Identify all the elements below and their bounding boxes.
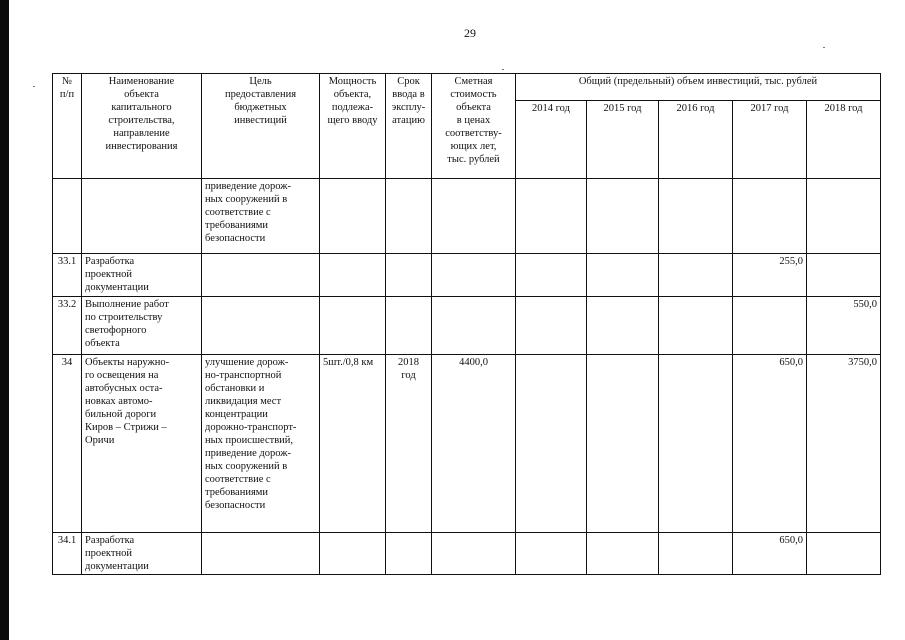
- investment-table: [52, 73, 881, 575]
- cell-cost: [432, 533, 516, 575]
- table-row: [53, 297, 881, 355]
- cell-2017: 255,0: [733, 254, 807, 297]
- table-row: [53, 355, 881, 533]
- cell-cost: [432, 254, 516, 297]
- cell-capacity: 5шт./0,8 км: [320, 355, 386, 533]
- cell-2014: [516, 297, 587, 355]
- cell-cost: 4400,0: [432, 355, 516, 533]
- cell-name: Разработка проектной документации: [82, 533, 202, 575]
- header-purpose: Цель предоставления бюджетных инвестиций: [202, 74, 320, 179]
- cell-2014: [516, 533, 587, 575]
- cell-2015: [587, 297, 659, 355]
- cell-2018: 3750,0: [807, 355, 881, 533]
- cell-name: [82, 179, 202, 254]
- cell-num: 33.2: [53, 297, 82, 355]
- cell-2018: [807, 533, 881, 575]
- cell-capacity: [320, 533, 386, 575]
- cell-2014: [516, 254, 587, 297]
- cell-2015: [587, 355, 659, 533]
- header-investment: Общий (предельный) объем инвестиций, тыс. рублей: [516, 74, 881, 101]
- cell-2017: [733, 297, 807, 355]
- cell-num: 33.1: [53, 254, 82, 297]
- page-number: 29: [464, 26, 476, 40]
- scan-speck: [33, 86, 35, 87]
- cell-term: [386, 254, 432, 297]
- header-term: Срок ввода в эксплу- атацию: [386, 74, 432, 179]
- header-num: № п/п: [53, 74, 82, 179]
- cell-term: 2018 год: [386, 355, 432, 533]
- cell-2017: 650,0: [733, 533, 807, 575]
- cell-capacity: [320, 297, 386, 355]
- cell-capacity: [320, 179, 386, 254]
- scan-speck: [502, 69, 504, 70]
- cell-term: [386, 533, 432, 575]
- cell-num: 34: [53, 355, 82, 533]
- cell-2018: [807, 179, 881, 254]
- header-year-2014: 2014 год: [516, 101, 587, 179]
- cell-name: Объекты наружно- го освещения на автобусных оста- новках автомо- бильной дороги Киров – Стрижи – Оричи: [82, 355, 202, 533]
- cell-cost: [432, 179, 516, 254]
- cell-purpose: [202, 297, 320, 355]
- header-year-2018: 2018 год: [807, 101, 881, 179]
- cell-name: Выполнение работ по строительству светофорного объекта: [82, 297, 202, 355]
- cell-2015: [587, 179, 659, 254]
- cell-2018: [807, 254, 881, 297]
- cell-2014: [516, 355, 587, 533]
- cell-2018: 550,0: [807, 297, 881, 355]
- cell-2015: [587, 254, 659, 297]
- cell-2016: [659, 179, 733, 254]
- header-capacity: Мощность объекта, подлежа- щего вводу: [320, 74, 386, 179]
- cell-cost: [432, 297, 516, 355]
- cell-term: [386, 179, 432, 254]
- cell-2017: 650,0: [733, 355, 807, 533]
- cell-2016: [659, 254, 733, 297]
- cell-purpose: [202, 533, 320, 575]
- cell-num: [53, 179, 82, 254]
- header-name: Наименование объекта капитального строительства, направление инвестирования: [82, 74, 202, 179]
- header-year-2015: 2015 год: [587, 101, 659, 179]
- table-row: [53, 179, 881, 254]
- cell-2017: [733, 179, 807, 254]
- cell-2016: [659, 533, 733, 575]
- header-cost: Сметная стоимость объекта в ценах соответству- ющих лет, тыс. рублей: [432, 74, 516, 179]
- cell-term: [386, 297, 432, 355]
- cell-purpose: приведение дорож- ных сооружений в соответствие с требованиями безопасности: [202, 179, 320, 254]
- table-row: [53, 254, 881, 297]
- cell-purpose: улучшение дорож- но-транспортной обстановки и ликвидация мест концентрации дорожно-транспорт- ных происшествий, приведение дорож- ных сооружений в соответствие с требованиями безопасности: [202, 355, 320, 533]
- table-header-row: [53, 74, 881, 101]
- header-year-2016: 2016 год: [659, 101, 733, 179]
- header-year-2017: 2017 год: [733, 101, 807, 179]
- cell-num: 34.1: [53, 533, 82, 575]
- cell-2016: [659, 297, 733, 355]
- cell-2015: [587, 533, 659, 575]
- cell-purpose: [202, 254, 320, 297]
- scan-speck: [823, 47, 825, 48]
- cell-2016: [659, 355, 733, 533]
- cell-name: Разработка проектной документации: [82, 254, 202, 297]
- scan-edge-shadow: [0, 0, 9, 640]
- cell-capacity: [320, 254, 386, 297]
- table-row: [53, 533, 881, 575]
- cell-2014: [516, 179, 587, 254]
